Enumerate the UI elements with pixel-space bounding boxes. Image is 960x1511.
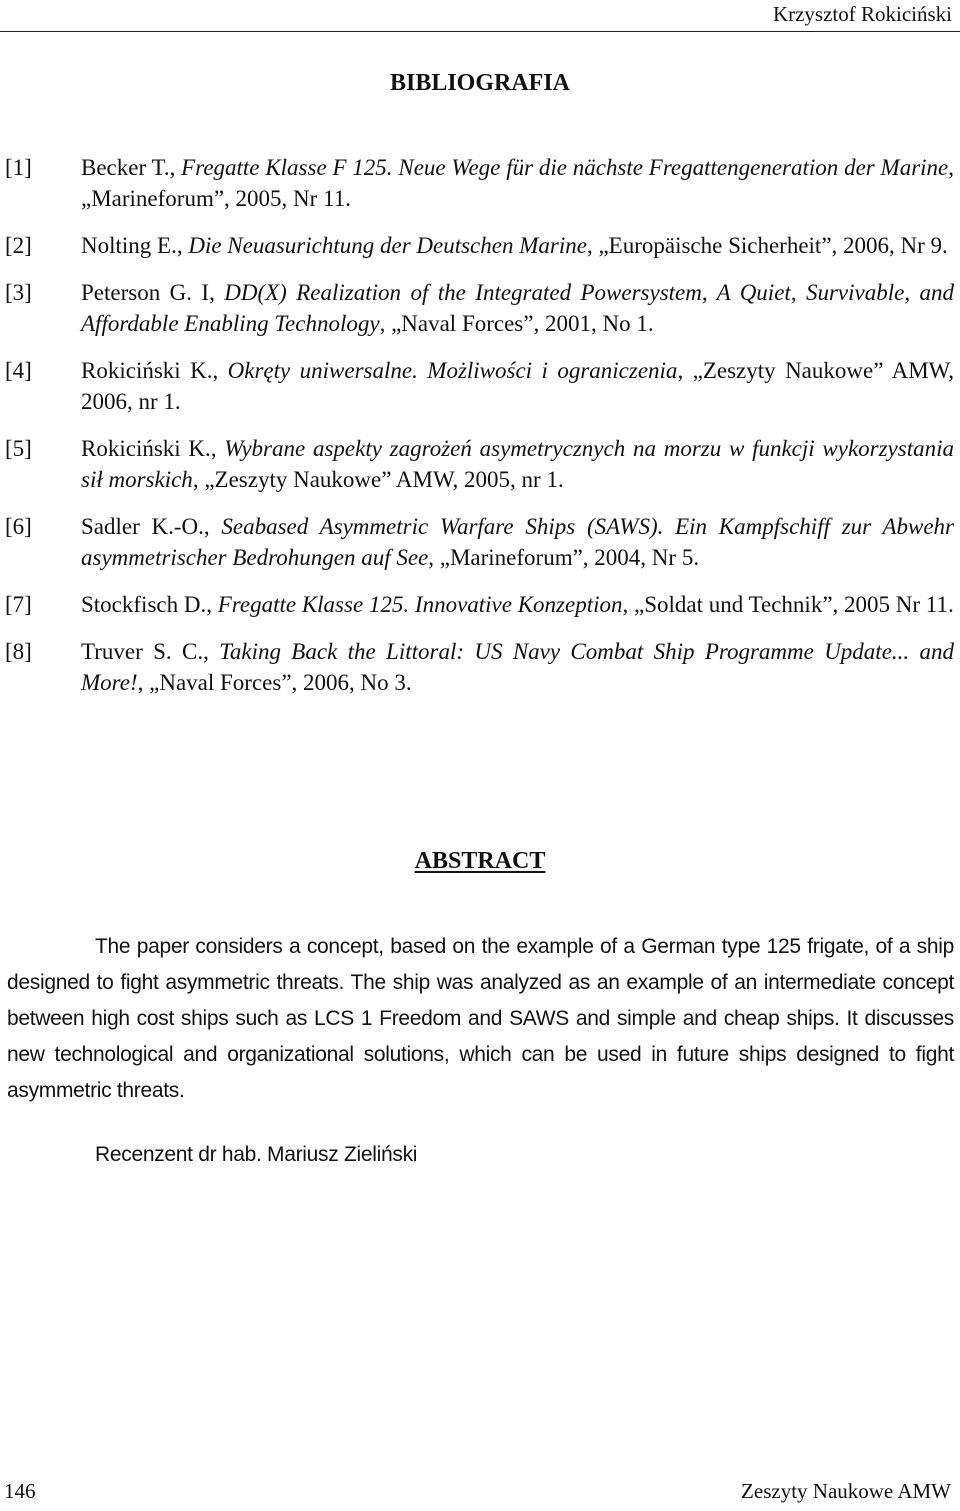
bibliography-entry [0, 433, 960, 495]
reviewer-note: Recenzent dr hab. Mariusz Zieliński [95, 1143, 418, 1166]
bibliography-entry-separator: , [203, 639, 220, 664]
bibliography-entry-author: Nolting E. [81, 233, 177, 258]
bibliography-entry-text [81, 636, 954, 698]
bibliography-title: BIBLIOGRAFIA [389, 70, 571, 96]
bibliography-entry [0, 589, 960, 620]
bibliography-entry-author: Sadler K.-O. [81, 514, 204, 539]
bibliography-entry-publication: , „Naval Forces”, 2001, No 1. [379, 311, 654, 336]
bibliography-entry-number: [1] [5, 155, 32, 180]
bibliography-entry-separator: , [176, 233, 189, 258]
bibliography-entry-work-title: Taking Back the Littoral: US Navy Combat Ship Programme Update... and More! [81, 639, 955, 695]
bibliography-entry-work-title: Seabased Asymmetric Warfare Ships (SAWS). Ein Kampfschiff zur Abwehr asymmetrischer Bedrohungen auf See [81, 514, 954, 570]
bibliography-entry-author: Truver S. C. [81, 639, 204, 664]
bibliography-entry-author: Peterson G. I [81, 280, 210, 305]
bibliography-entry-work-title: Die Neuasurichtung der Deutschen Marine [188, 233, 587, 258]
bibliography-entry-text [81, 355, 954, 417]
abstract-text: The paper considers a concept, based on the example of a German type 125 frigate, of a ship designed to fight asymmetric threats. The ship was analyzed as an example of an intermediate concept between high cost ships such as LCS 1 Freedom and SAWS and simple and cheap ships. It discusses new technological and organizational solutions, which can be used in future ships designed to fight asymmetric threats. [7, 935, 954, 1102]
bibliography-entry-text [81, 152, 954, 214]
bibliography-entry-number: [4] [5, 358, 32, 383]
bibliography-entry [0, 277, 960, 339]
bibliography-entry-publication: , „Marineforum”, 2004, Nr 5. [428, 545, 700, 570]
bibliography-entry-author: Rokiciński K. [81, 358, 213, 383]
bibliography-entry [0, 355, 960, 417]
page-number: 146 [4, 1479, 36, 1503]
bibliography-entry-work-title: Fregatte Klasse 125. Innovative Konzeption [217, 592, 623, 617]
bibliography-list [0, 152, 960, 714]
header-rule [0, 31, 960, 32]
bibliography-entry-publication: , „Marineforum”, 2005, Nr 11. [81, 155, 955, 211]
bibliography-entry-text [81, 433, 954, 495]
bibliography-entry-separator: , [206, 592, 218, 617]
bibliography-entry-text [81, 589, 954, 620]
bibliography-entry-publication: , „Zeszyty Naukowe” AMW, 2005, nr 1. [192, 467, 564, 492]
bibliography-entry-number: [8] [5, 639, 32, 664]
bibliography-entry-separator: , [210, 436, 225, 461]
bibliography-entry-author: Rokiciński K. [81, 436, 211, 461]
bibliography-entry [0, 511, 960, 573]
bibliography-entry [0, 152, 960, 214]
running-head-author: Krzysztof Rokiciński [772, 2, 952, 26]
bibliography-entry [0, 636, 960, 698]
bibliography-entry-text [81, 277, 954, 339]
bibliography-entry-work-title: Fregatte Klasse F 125. Neue Wege für die nächste Fregattengeneration der Marine [181, 155, 949, 180]
bibliography-entry-author: Becker T. [81, 155, 170, 180]
bibliography-entry-number: [2] [5, 233, 32, 258]
bibliography-entry-work-title: DD(X) Realization of the Integrated Powersystem, A Quiet, Survivable, and Affordable Enabling Technology [81, 280, 954, 336]
bibliography-entry-number: [6] [5, 514, 32, 539]
bibliography-entry-publication: , „Zeszyty Naukowe” AMW, 2006, nr 1. [81, 358, 954, 414]
bibliography-entry-separator: , [169, 155, 182, 180]
bibliography-entry-number: [5] [5, 436, 32, 461]
bibliography-entry-separator: , [203, 514, 222, 539]
abstract-title: ABSTRACT [414, 848, 546, 874]
journal-name: Zeszyty Naukowe AMW [741, 1479, 951, 1503]
bibliography-entry-separator: , [212, 358, 228, 383]
bibliography-entry-work-title: Okręty uniwersalne. Możliwości i ograniczenia [227, 358, 678, 383]
bibliography-entry-publication: , „Soldat und Technik”, 2005 Nr 11. [622, 592, 954, 617]
bibliography-entry-publication: , „Naval Forces”, 2006, No 3. [137, 670, 412, 695]
bibliography-entry-publication: , „Europäische Sicherheit”, 2006, Nr 9. [586, 233, 948, 258]
bibliography-entry-author: Stockfisch D. [81, 592, 207, 617]
bibliography-entry [0, 230, 960, 261]
bibliography-entry-work-title: Wybrane aspekty zagrożeń asymetrycznych na morzu w funkcji wykorzystania sił morskich [81, 436, 954, 492]
bibliography-entry-number: [7] [5, 592, 32, 617]
bibliography-entry-separator: , [209, 280, 225, 305]
bibliography-entry-text [81, 511, 954, 573]
bibliography-entry-text [81, 230, 954, 261]
bibliography-entry-number: [3] [5, 280, 32, 305]
